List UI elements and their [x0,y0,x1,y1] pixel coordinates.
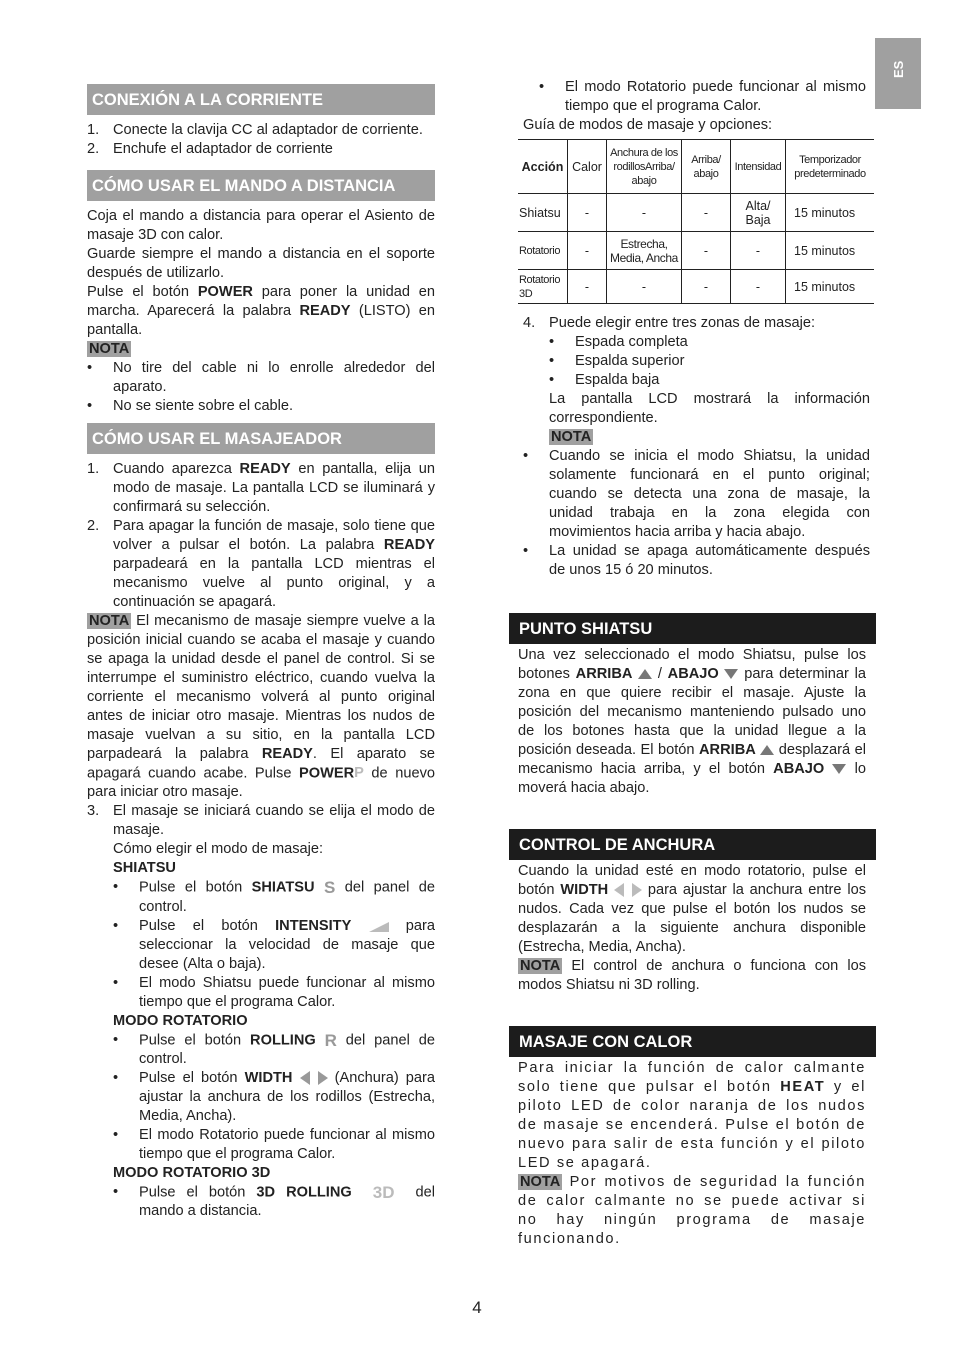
list-item: • Pulse el botón ROLLING R del panel de control. [113,1030,435,1068]
list-item: • Pulse el botón 3D ROLLING 3D del mando a distancia. [113,1183,436,1220]
up-arrow-icon [638,669,652,679]
table-caption: Guía de modos de masaje y opciones: [523,117,773,133]
table-row: Shiatsu - - - Alta/ Baja 15 minutos [518,194,874,232]
column-header: Arriba/ abajo [682,140,731,194]
list-item: • Pulse el botón SHIATSU S del panel de control. [113,878,435,915]
list-item: • No se siente sobre el cable. [87,398,294,414]
width-arrows-icon [614,883,642,897]
column-header: Acción [518,140,568,194]
column-header: Temporizador predeterminado [786,140,875,194]
list-item: 1. Cuando aparezca READY en pantalla, elija un modo de masaje. La pantalla LCD se iluminará y confirmará su selección. [87,461,436,515]
subheading-rotatorio-3d: MODO ROTATORIO 3D [113,1165,271,1182]
list-item: • Espalda baja [549,372,660,388]
section-title-control-anchura: CONTROL DE ANCHURA [509,829,876,860]
nota-label: NOTA [89,341,130,357]
rolling-icon: R [324,1030,337,1050]
page-number: 4 [472,1298,482,1317]
list-item: • Cuando se inicia el modo Shiatsu, la unidad solamente funcionará en el punto original; cuando se detecta una zona de masaje, la unidad trabaja en la zona elegida con movimientos hacia arriba y hacia abajo. [523,448,870,540]
section-title-punto-shiatsu: PUNTO SHIATSU [509,613,876,644]
column-header: Intensidad [731,140,786,194]
section-title-masajeador: CÓMO USAR EL MASAJEADOR [87,423,435,454]
nota-paragraph: NOTA El mecanismo de masaje siempre vuelve a la posición inicial cuando se acaba el masaje y cuando se apaga la unidad desde el panel de control. Si se interrumpe el suministro eléctrico, cuando vuelva la corriente el mecanismo volverá al punto original antes de iniciar otro masaje. Mientras los nudos de masaje vuelvan a su sitio, en la pantalla LCD parpadeará la palabra READY. El aparato se apagará cuando acabe. Pulse POWERP de nuevo para iniciar otro masaje. [87,613,435,801]
modes-table [518,139,874,304]
list-item: • Pulse el botón WIDTH (Anchura) para ajustar la anchura de los rodillos (Estrecha, Media, Ancha). [113,1070,435,1125]
paragraph: Cuando la unidad esté en modo rotatorio, pulse el botón WIDTH para ajustar la anchura entre los nudos. Cada vez que pulse el botón los nudos se desplazarán a la siguiente anchura disponible (Estrecha, Media, Ancha). [518,863,866,955]
shiatsu-icon: S [324,878,336,898]
subheading-shiatsu: SHIATSU [113,860,176,877]
list-item: • Espada completa [549,334,688,350]
list-item: • El modo Rotatorio puede funcionar al mismo tiempo que el programa Calor. [113,1127,435,1163]
list-item: • Pulse el botón INTENSITY para seleccionar la velocidad de masaje que desee (Alta o baja). [113,917,435,972]
language-tab: ES [875,38,921,109]
list-item: 4. Puede elegir entre tres zonas de masaje: [523,315,816,331]
section-title-mando: CÓMO USAR EL MANDO A DISTANCIA [87,170,435,201]
list-item: • El modo Shiatsu puede funcionar al mismo tiempo que el programa Calor. [113,974,435,1010]
nota-paragraph: NOTA Por motivos de seguridad la función de calor calmante no se puede activar si no hay ningún programa de masaje funcionando. [518,1174,866,1247]
instruction: Cómo elegir el modo de masaje: [113,841,324,858]
paragraph: Pulse el botón POWER para poner la unidad en marcha. Aparecerá la palabra READY (LISTO) en pantalla. [87,284,435,338]
width-arrows-icon [300,1071,328,1085]
table-header-row [518,140,874,194]
paragraph: Coja el mando a distancia para operar el Asiento de masaje 3D con calor. [87,208,435,243]
list-item: • Espalda superior [549,353,685,369]
paragraph: Una vez seleccionado el modo Shiatsu, pulse los botones ARRIBA / ABAJO para determinar la zona en que quiere recibir el masaje. Ajuste la posición del mecanismo manteniendo pulsado uno de los botones hasta que la unidad llegue a la posición deseada. El botón ARRIBA desplazará el mecanismo hacia arriba, y el botón ABAJO lo moverá hacia abajo. [518,647,866,796]
nota-label: NOTA [551,429,592,445]
section-title-masaje-calor: MASAJE CON CALOR [509,1026,876,1057]
table-row: Rotatorio - Estrecha, Media, Ancha - - 15 minutos [518,232,874,270]
power-icon: P [354,765,364,781]
list-item: 3. El masaje se iniciará cuando se elija el modo de masaje. [87,803,435,839]
section-title-conexion: CONEXIÓN A LA CORRIENTE [87,84,435,115]
table-row: Rotatorio 3D - - - - 15 minutos [518,270,874,304]
paragraph: La pantalla LCD mostrará la información correspondiente. [549,391,870,426]
list-item: 2. Para apagar la función de masaje, solo tiene que volver a pulsar el botón. La palabra READY parpadeará en la pantalla LCD mientras el mecanismo vuelve al punto original, y a continuación se apagará. [87,518,435,610]
list-item: 1. Conecte la clavija CC al adaptador de corriente. [87,122,423,138]
down-arrow-icon [724,669,738,679]
column-header: Anchura de los rodillosArriba/ abajo [607,140,682,194]
right-column [509,78,876,1249]
list-item: • La unidad se apaga automáticamente después de unos 15 ó 20 minutos. [523,543,870,578]
list-item: • No tire del cable ni lo enrolle alrededor del aparato. [87,360,435,395]
down-arrow-icon [832,764,846,774]
paragraph: Para iniciar la función de calor calmante solo tiene que pulsar el botón HEAT y el piloto LED de color naranja de los nudos de masaje se encenderá. Pulse el botón de nuevo para salir de esta función y el piloto LED se apagará. [518,1060,866,1171]
list-item: 2. Enchufe el adaptador de corriente [87,141,333,157]
subheading-rotatorio: MODO ROTATORIO [113,1012,248,1029]
left-column [87,84,435,1221]
nota-paragraph: NOTA El control de anchura o funciona con los modos Shiatsu ni 3D rolling. [518,958,866,993]
3d-rolling-icon: 3D [372,1183,395,1203]
intensity-icon [369,920,389,932]
list-item: • El modo Rotatorio puede funcionar al mismo tiempo que el programa Calor. [539,79,866,114]
up-arrow-icon [760,745,774,755]
column-header: Calor [568,140,607,194]
paragraph: Guarde siempre el mando a distancia en el soporte después de utilizarlo. [87,246,435,281]
